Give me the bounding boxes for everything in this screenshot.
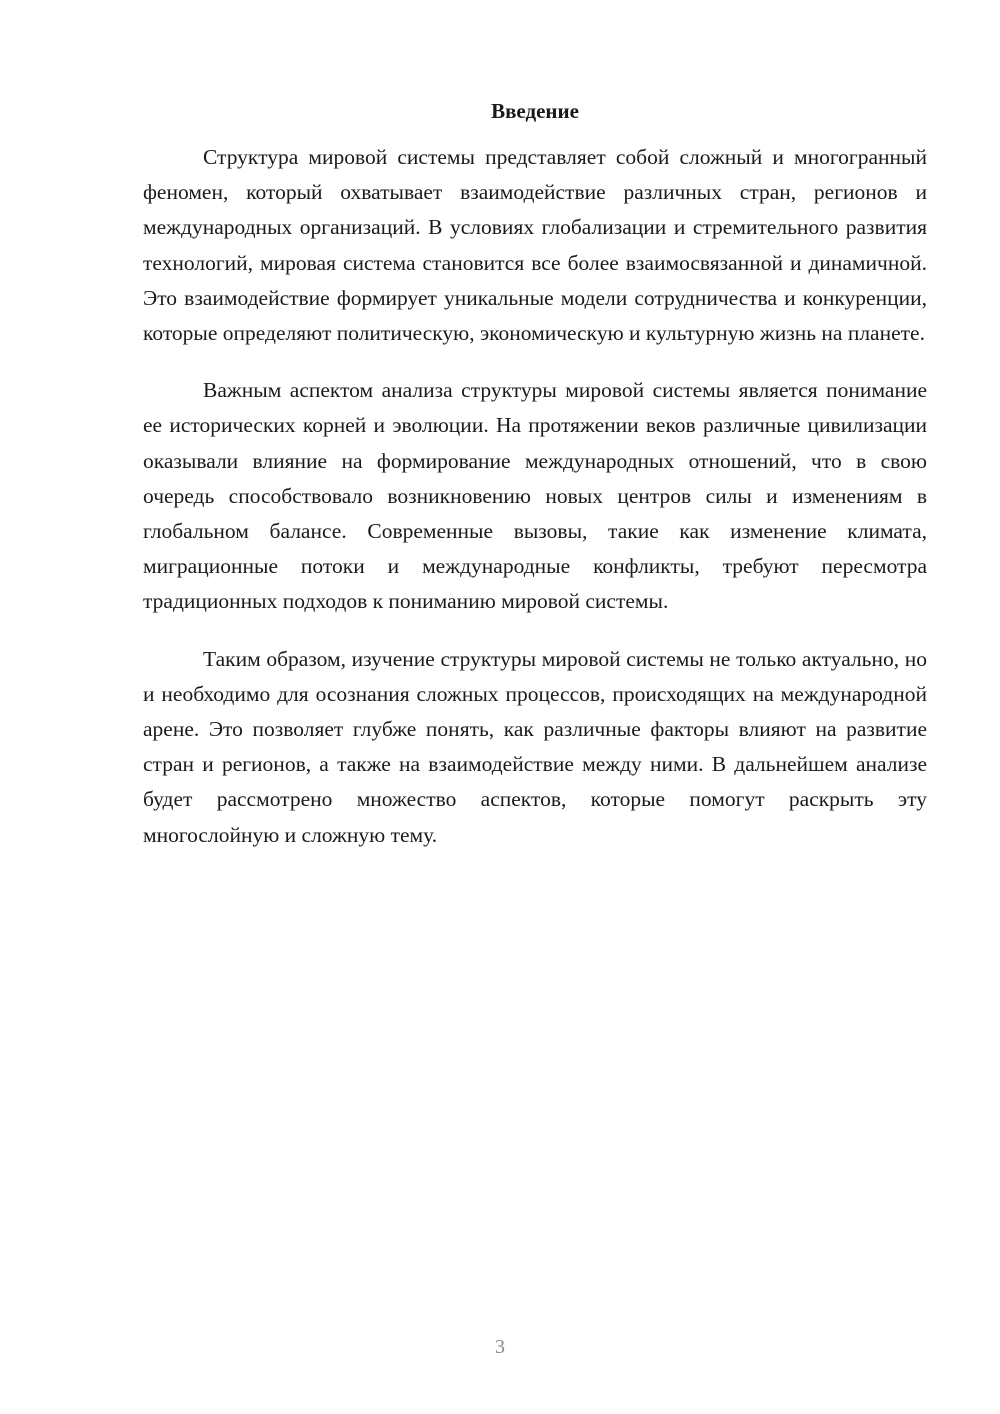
paragraph-3: Таким образом, изучение структуры мировой системы не только актуально, но и необходимо для осознания сложных процессов, происходящих на международной арене. Это позволяет глубже понять, как различные факторы влияют на развитие стран и регионов, а также на взаимодействие между ними. В дальнейшем анализе будет рассмотрено множество аспектов, которые помогут раскрыть эту многослойную и сложную тему. (143, 646, 927, 847)
page-number: 3 (495, 1336, 505, 1358)
paragraph-2: Важным аспектом анализа структуры мировой системы является понимание ее исторических корней и эволюции. На протяжении веков различные цивилизации оказывали влияние на формирование международных отношений, что в свою очередь способствовало возникновению новых центров силы и изменениям в глобальном балансе. Современные вызовы, такие как изменение климата, миграционные потоки и международные конфликты, требуют пересмотра традиционных подходов к пониманию мировой системы. (143, 378, 927, 614)
paragraph-1: Структура мировой системы представляет собой сложный и многогранный феномен, который охватывает взаимодействие различных стран, регионов и международных организаций. В условиях глобализации и стремительного развития технологий, мировая система становится все более взаимосвязанной и динамичной. Это взаимодействие формирует уникальные модели сотрудничества и конкуренции, которые определяют политическую, экономическую и культурную жизнь на планете. (143, 145, 927, 346)
section-heading: Введение (491, 99, 579, 123)
body-text (143, 140, 927, 875)
